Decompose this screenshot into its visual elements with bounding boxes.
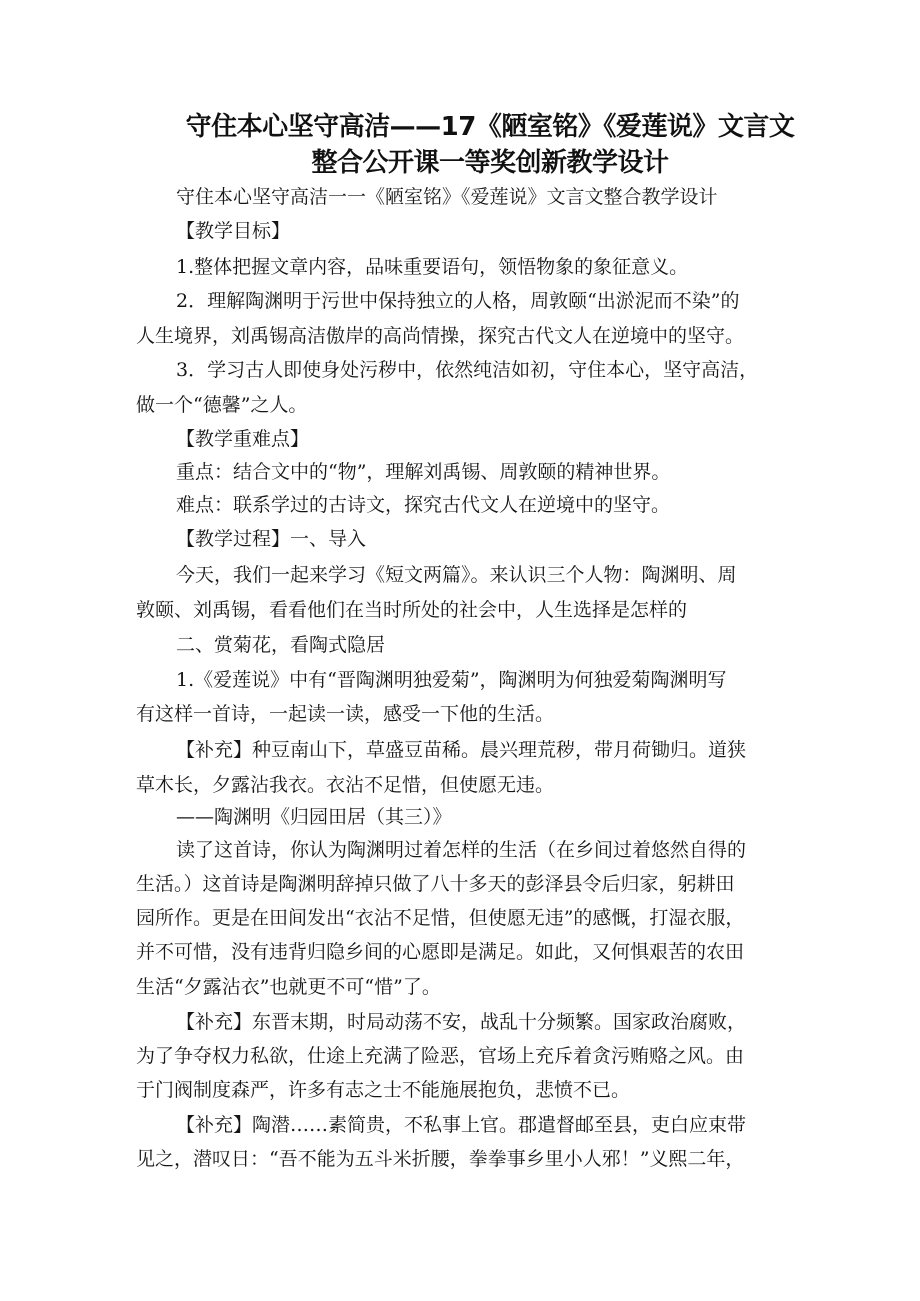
body-line: 生活。）这首诗是陶渊明辞掉只做了八十多天的彭泽县令后归家，躬耕田: [136, 873, 735, 895]
body-line: 2．理解陶渊明于污世中保持独立的人格，周敦颐“出淤泥而不染”的: [176, 290, 740, 312]
body-line: 今天，我们一起来学习《短文两篇》。来认识三个人物：陶渊明、周: [176, 564, 737, 586]
body-line: 人生境界，刘禹锡高洁傲岸的高尚情操，探究古代文人在逆境中的坚守。: [136, 325, 745, 347]
document-title-line-1: 守住本心坚守高洁——17《陋室铭》《爱莲说》文言文: [185, 112, 795, 142]
body-line: 【教学重难点】: [176, 428, 310, 450]
body-line: 【补充】陶潜……素简贵，不私事上官。郡遣督邮至县，吏白应束带: [176, 1114, 747, 1136]
body-line: 【补充】种豆南山下，草盛豆苗稀。晨兴理荒秽，带月荷锄归。道狭: [176, 739, 747, 761]
body-line: 草木长，夕露沾我衣。衣沾不足惜，但使愿无违。: [136, 774, 555, 796]
body-line: 难点：联系学过的古诗文，探究古代文人在逆境中的坚守。: [176, 494, 671, 516]
document-title-line-2: 整合公开课一等奖创新教学设计: [311, 148, 669, 178]
body-line: 读了这首诗，你认为陶渊明过着怎样的生活（在乡间过着悠然自得的: [176, 839, 747, 861]
body-line: 【教学过程】一、导入: [176, 528, 367, 550]
body-line: 园所作。更是在田间发出“衣沾不足惜，但使愿无违”的感慨，打湿衣服，: [136, 907, 745, 929]
body-line: 【教学目标】: [176, 220, 291, 242]
body-line: 有这样一首诗，一起读一读，感受一下他的生活。: [136, 703, 555, 725]
body-line: 见之，潜叹日：“吾不能为五斗米折腰，拳拳事乡里小人邪！”义熙二年，: [136, 1148, 745, 1170]
body-line: ——陶渊明《归园田居（其三）》: [176, 806, 452, 828]
body-line: 守住本心坚守高洁一一《陋室铭》《爱莲说》文言文整合教学设计: [176, 186, 718, 208]
body-line: 做一个“德馨”之人。: [136, 394, 308, 416]
body-line: 重点：结合文中的“物”，理解刘禹锡、周敦颐的精神世界。: [176, 461, 671, 483]
body-line: 二、赏菊花，看陶式隐居: [176, 634, 386, 656]
body-line: 1.《爱莲说》中有“晋陶渊明独爱菊”，陶渊明为何独爱菊陶渊明写: [176, 669, 727, 691]
body-line: 并不可惜，没有违背归隐乡间的心愿即是满足。如此，又何惧艰苦的农田: [136, 941, 745, 963]
body-line: 为了争夺权力私欲，仕途上充满了险恶，官场上充斥着贪污贿赂之风。由: [136, 1045, 745, 1067]
body-line: 生活“夕露沾衣”也就更不可“惜”了。: [136, 976, 441, 998]
body-line: 【补充】东晋末期，时局动荡不安，战乱十分频繁。国家政治腐败，: [176, 1011, 747, 1033]
body-line: 敦颐、刘禹锡，看看他们在当时所处的社会中，人生选择是怎样的: [136, 599, 688, 621]
body-line: 3．学习古人即使身处污秽中，依然纯洁如初，守住本心，坚守高洁，: [176, 359, 759, 381]
body-line: 于门阀制度森严，许多有志之士不能施展抱负，悲愤不已。: [136, 1079, 631, 1101]
body-line: 1.整体把握文章内容，品味重要语句，领悟物象的象征意义。: [176, 256, 689, 278]
